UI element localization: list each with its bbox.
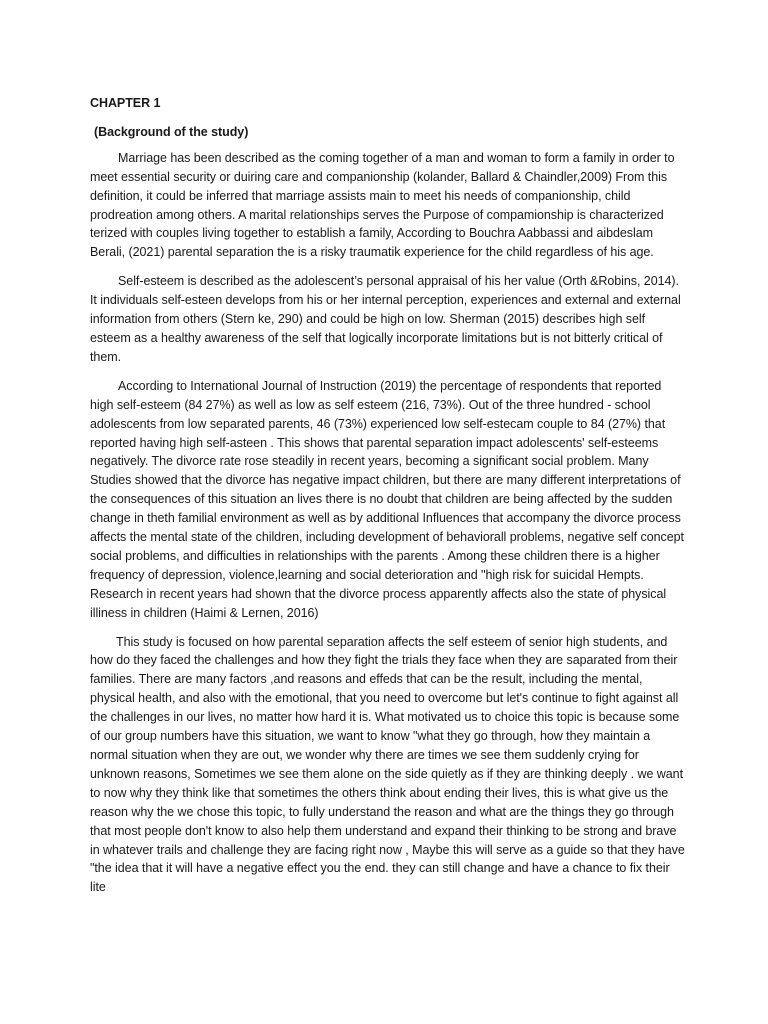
chapter-heading: CHAPTER 1: [90, 96, 161, 110]
paragraph-statistics: According to International Journal of Instruction (2019) the percentage of respondents that reported high self-esteem (84 27%) as well as low as self esteem (216, 73%). Out of the three hundred - school adolescents from low separated parents, 46 (73%) experienced low self-estecam couple to 84 (27%) that reported having high self-asteen . This shows that parental separation impact adolescents' self-esteems negatively. The divorce rate rose steadily in recent years, becoming a significant social problem. Many Studies showed that the divorce has negative impact children, but there are many different interpretations of the consequences of this situation an lives there is no doubt that children are being affected by the sudden change in theth familial environment as well as by additional Influences that accompany the divorce process affects the mental state of the children, including development of behaviorall problems, negative self concept social problems, and difficulties in relationships with the parents . Among these children there is a higher frequency of depression, violence,learning and social deterioration and "high risk for suicidal Hempts. Research in recent years had shown that the divorce process apparently affects also the state of physical illiness in children (Haimi & Lernen, 2016): [90, 378, 684, 620]
paragraph-marriage: Marriage has been described as the coming together of a man and woman to form a family in order to meet essential security or duiring care and companionship (kolander, Ballard & Chaindler,2009) From this definition, it could be inferred that marriage assists main to meet his needs of companionship, child prodreation among others. A marital relationships serves the Purpose of compamionship is characterized terized with couples living together to establish a family, According to Bouchra Aabbassi and aibdeslam Berali, (2021) parental separation the is a risky traumatik experience for the child regardless of his age.: [90, 150, 675, 260]
paragraph-self-esteem: Self-esteem is described as the adolescent’s personal appraisal of his her value (Orth &Robins, 2014). It individuals self-esteen develops from his or her internal perception, experiences and external and external information from others (Stern ke, 290) and could be high on low. Sherman (2015) describes high self esteem as a healthy awareness of the self that logically incorporate limitations but is not bitterly critical of them.: [90, 274, 681, 364]
paragraph-study-focus: This study is focused on how parental separation affects the self esteem of senior high students, and how do they faced the challenges and how they fight the trials they face when they are saparated from their families. There are many factors ,and reasons and effeds that can be the result, including the mental, physical health, and also with the emotional, that you need to overcome but let's continue to fight against all the challenges in our lives, no matter how hard it is. What motivated us to choice this topic is because some of our group numbers have this situation, we want to know "what they go through, how they maintain a normal situation when they are out, we wonder why there are times we see them suddenly crying for unknown reasons, Sometimes we see them alone on the side quietly as if they are thinking deeply . we want to now why they think like that sometimes the others think about ending their lives, this is what give us the reason why the we chose this topic, to fully understand the reason and what are the things they go through that most people don't know to also help them understand and expand their thinking to be strong and brave in whatever trails and challenge they are facing right now , Maybe this will serve as a guide so that they have "the idea that it will have a negative effect you the end. they can still change and have a chance to fix their lite: [90, 634, 685, 895]
document-page: [90, 94, 686, 907]
section-subtitle: (Background of the study): [94, 124, 249, 139]
